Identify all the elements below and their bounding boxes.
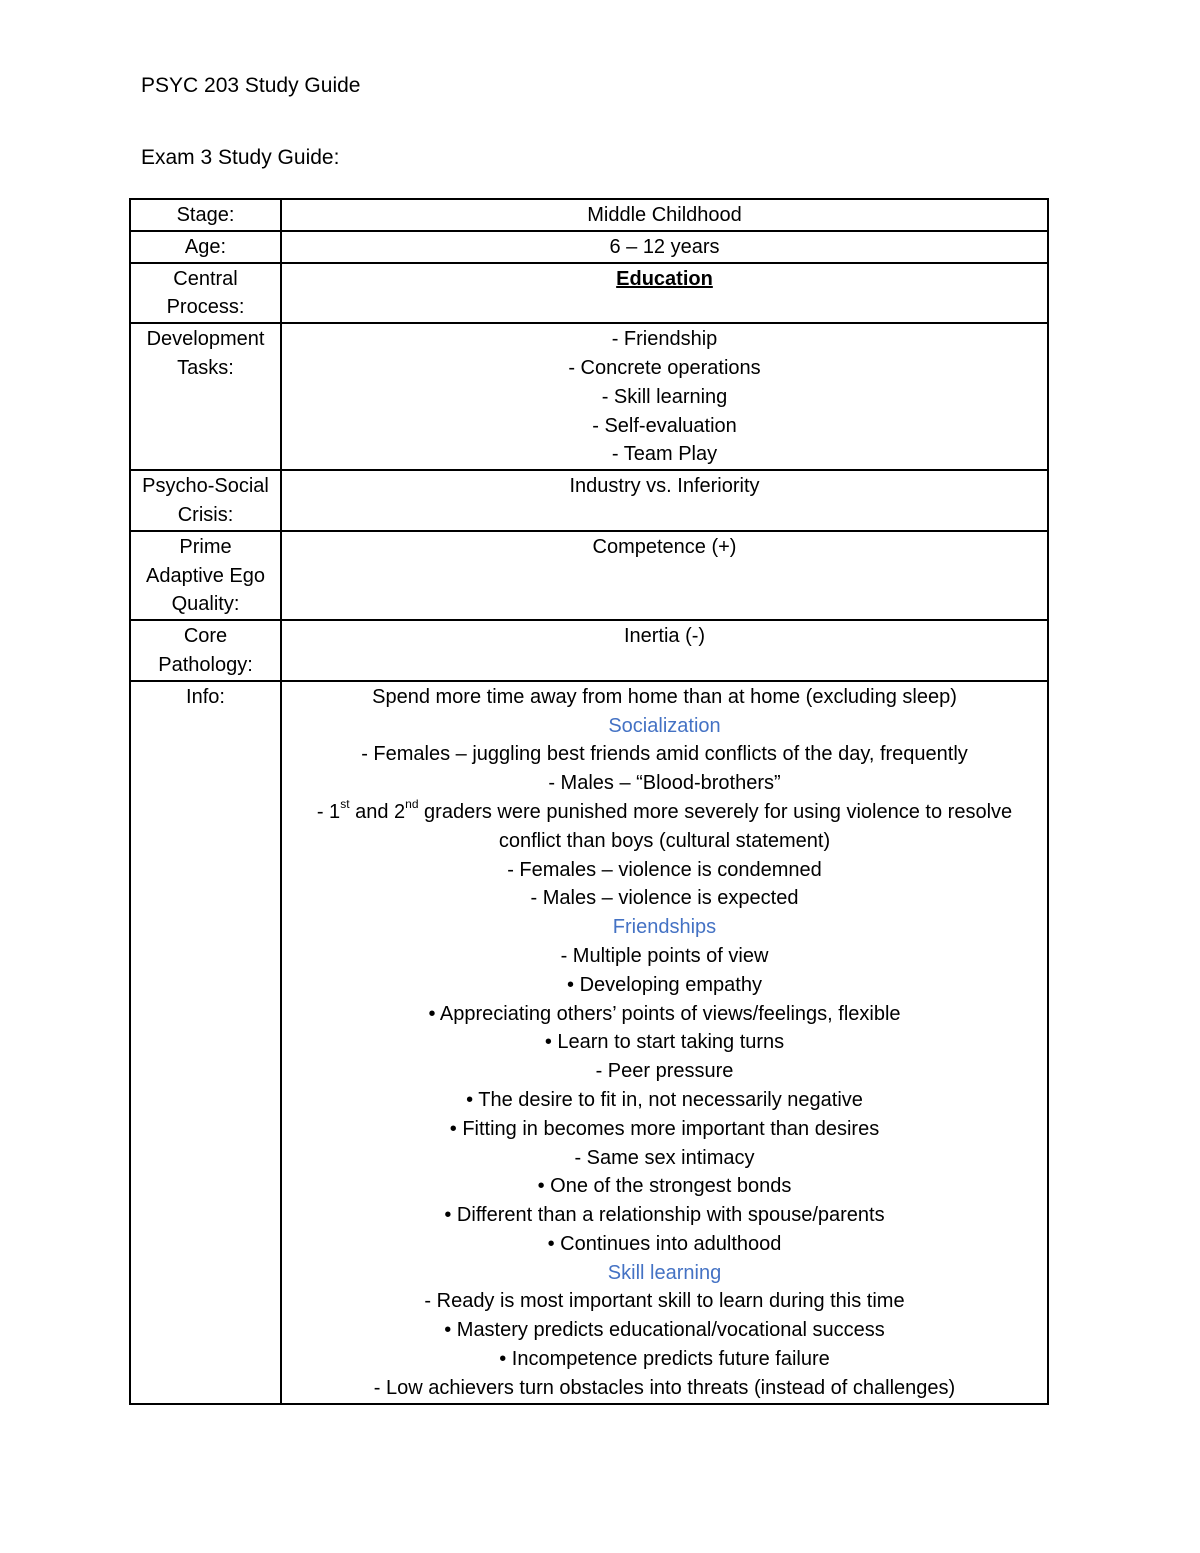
stage-value-cell [281, 199, 1048, 231]
table-row-development-tasks [130, 323, 1048, 470]
task-item: - Friendship [611, 328, 718, 351]
crisis-label-line-2: Crisis: [177, 503, 234, 526]
socialization-line: - Males – “Blood-brothers” [548, 772, 781, 795]
superscript-st: st [340, 797, 350, 812]
socialization-line: - Females – juggling best friends amid conflicts of the day, frequently [361, 743, 968, 766]
table-row-core-pathology [130, 620, 1048, 681]
socialization-line [286, 798, 1043, 827]
skill-learning-heading: Skill learning [607, 1261, 722, 1284]
info-label-cell [130, 681, 281, 1404]
age-value: 6 – 12 years [609, 235, 720, 258]
prime-value: Competence (+) [592, 535, 737, 558]
document-subtitle: Exam 3 Study Guide: [141, 146, 340, 169]
friendships-line: • Appreciating others’ points of views/feelings, flexible [428, 1002, 901, 1025]
friendships-line: • Fitting in becomes more important than desires [449, 1117, 880, 1140]
document-title: PSYC 203 Study Guide [141, 74, 361, 97]
friendships-line: • One of the strongest bonds [537, 1175, 792, 1198]
task-item: - Self-evaluation [592, 414, 737, 437]
stage-label: Stage: [176, 204, 235, 226]
friendships-line: • The desire to fit in, not necessarily negative [466, 1088, 863, 1111]
stage-label-cell [130, 199, 281, 231]
socialization-line-rest: graders were punished more severely for using violence to resolve [418, 800, 1013, 823]
info-intro: Spend more time away from home than at home (excluding sleep) [372, 685, 957, 708]
info-label: Info: [186, 685, 225, 708]
stage-value: Middle Childhood [587, 204, 742, 226]
task-item: - Skill learning [601, 385, 728, 408]
task-item: - Concrete operations [568, 356, 761, 379]
superscript-nd: nd [405, 797, 419, 812]
tasks-label-cell [130, 323, 281, 470]
socialization-line-mid: and 2 [349, 800, 406, 823]
info-value-cell [281, 681, 1048, 1404]
central-label-line-2: Process: [166, 296, 245, 319]
prime-label-line-3: Quality: [171, 593, 240, 616]
friendships-line: • Developing empathy [567, 973, 762, 996]
central-label-cell [130, 263, 281, 324]
skill-learning-line: • Mastery predicts educational/vocational success [444, 1319, 885, 1342]
table-row-psychosocial-crisis [130, 470, 1048, 531]
prime-label-cell [130, 531, 281, 620]
tasks-value-cell [281, 323, 1048, 470]
friendships-heading: Friendships [612, 916, 717, 939]
friendships-line: - Peer pressure [595, 1060, 734, 1083]
age-value-cell [281, 231, 1048, 263]
prime-label-line-2: Adaptive Ego [146, 564, 265, 587]
table-row-central-process [130, 263, 1048, 324]
table-row-prime-adaptive-ego-quality [130, 531, 1048, 620]
study-guide-table [129, 198, 1049, 1405]
core-value: Inertia (-) [623, 625, 706, 648]
crisis-label-line-1: Psycho-Social [142, 475, 269, 498]
skill-learning-line: • Incompetence predicts future failure [499, 1348, 830, 1371]
crisis-value: Industry vs. Inferiority [569, 475, 760, 498]
core-value-cell [281, 620, 1048, 681]
tasks-label-line-2: Tasks: [177, 356, 234, 379]
prime-label-line-1: Prime [179, 535, 232, 558]
socialization-line: - Males – violence is expected [530, 887, 799, 910]
friendships-line: - Multiple points of view [560, 944, 769, 967]
table-row-info [130, 681, 1048, 1404]
task-item: - Team Play [611, 443, 718, 466]
friendships-line: • Different than a relationship with spouse/parents [444, 1204, 885, 1227]
friendships-line: - Same sex intimacy [574, 1146, 755, 1169]
central-value: Education [616, 267, 713, 290]
skill-learning-line: - Ready is most important skill to learn during this time [424, 1290, 905, 1313]
socialization-line-prefix: - 1 [316, 800, 341, 823]
table-row-age [130, 231, 1048, 263]
crisis-label-cell [130, 470, 281, 531]
core-label-line-2: Pathology: [158, 653, 253, 676]
friendships-line: • Learn to start taking turns [544, 1031, 785, 1054]
skill-learning-line: - Low achievers turn obstacles into threats (instead of challenges) [373, 1376, 956, 1399]
tasks-label-line-1: Development [146, 328, 265, 351]
age-label: Age: [184, 235, 227, 258]
central-value-cell [281, 263, 1048, 324]
socialization-line: - Females – violence is condemned [507, 858, 822, 881]
socialization-heading: Socialization [608, 714, 721, 737]
socialization-line: conflict than boys (cultural statement) [498, 829, 831, 852]
central-label-line-1: Central [173, 267, 238, 290]
core-label-line-1: Core [183, 625, 228, 648]
friendships-line: • Continues into adulthood [547, 1232, 782, 1255]
prime-value-cell [281, 531, 1048, 620]
core-label-cell [130, 620, 281, 681]
age-label-cell [130, 231, 281, 263]
table-row-stage [130, 199, 1048, 231]
crisis-value-cell [281, 470, 1048, 531]
